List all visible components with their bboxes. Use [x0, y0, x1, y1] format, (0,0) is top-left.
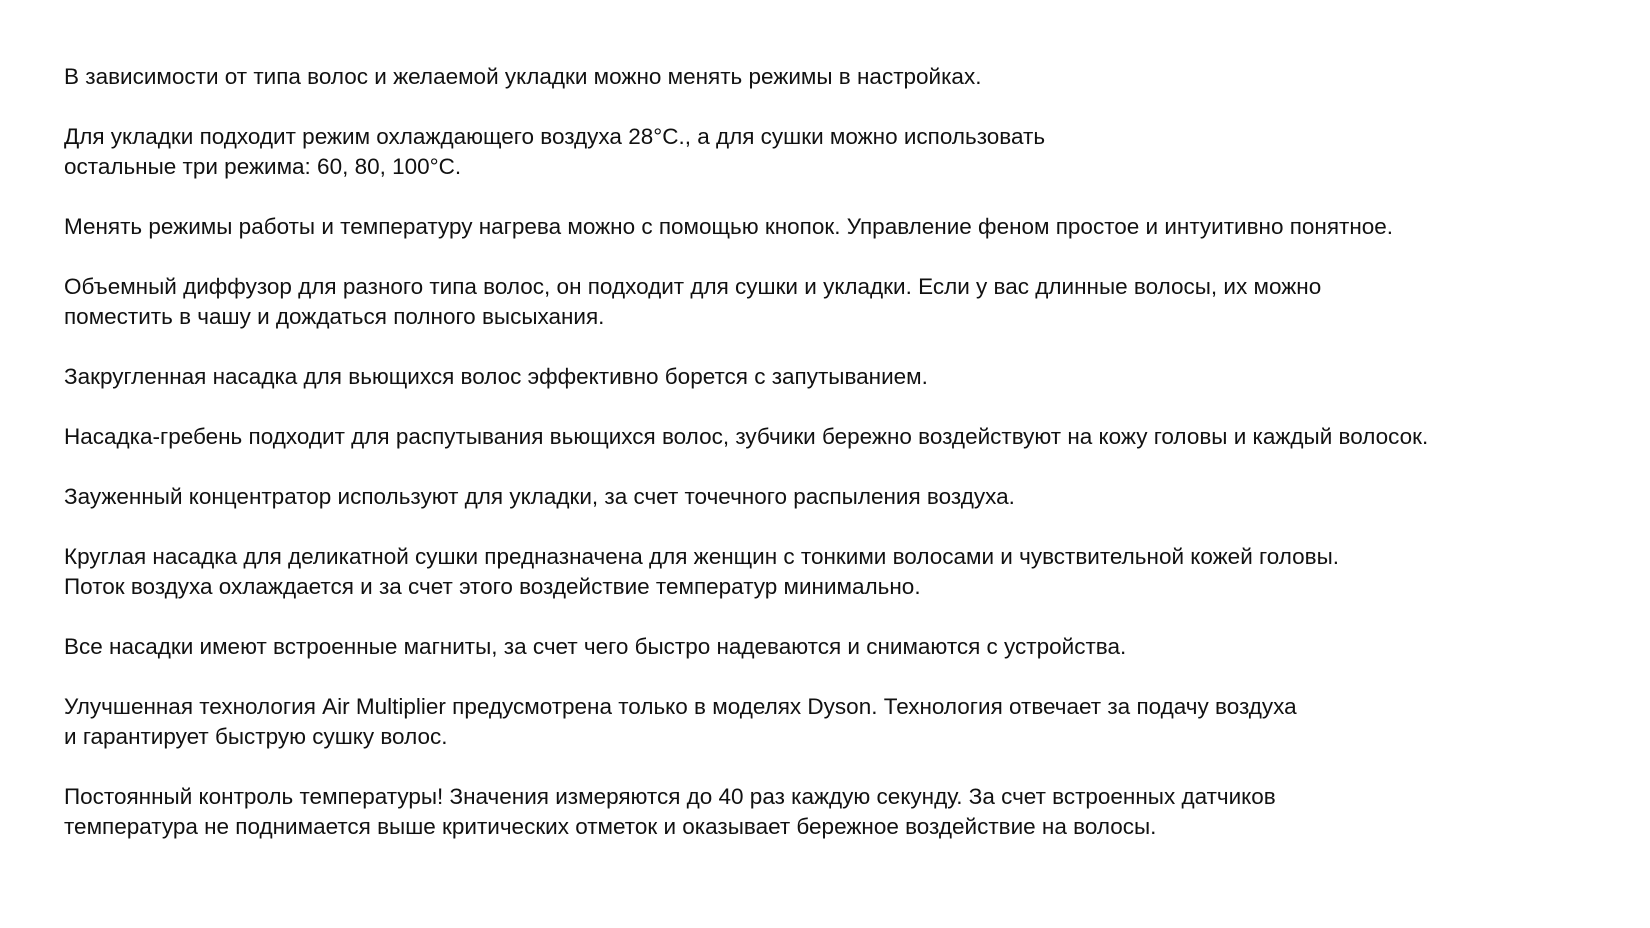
- paragraph-line: температура не поднимается выше критических отметок и оказывает бережное воздействие на волосы.: [64, 814, 1157, 839]
- paragraph-line: Поток воздуха охлаждается и за счет этого воздействие температур минимально.: [64, 574, 921, 599]
- paragraph-line: поместить в чашу и дождаться полного высыхания.: [64, 304, 605, 329]
- document-body: [64, 62, 1644, 872]
- paragraph-controls: [64, 212, 1644, 242]
- paragraph-line: Закругленная насадка для вьющихся волос эффективно борется с запутыванием.: [64, 364, 928, 389]
- paragraph-line: остальные три режима: 60, 80, 100°С.: [64, 154, 462, 179]
- paragraph-line: В зависимости от типа волос и желаемой укладки можно менять режимы в настройках.: [64, 64, 982, 89]
- paragraph-line: Все насадки имеют встроенные магниты, за счет чего быстро надеваются и снимаются с устройства.: [64, 634, 1127, 659]
- paragraph-curly-attachment: [64, 362, 1644, 392]
- paragraph-line: Улучшенная технология Air Multiplier предусмотрена только в моделях Dyson. Технология отвечает за подачу воздуха: [64, 694, 1297, 719]
- paragraph-line: Менять режимы работы и температуру нагрева можно с помощью кнопок. Управление феном простое и интуитивно понятное.: [64, 214, 1394, 239]
- paragraph-modes: [64, 62, 1644, 92]
- paragraph-comb-attachment: [64, 422, 1644, 452]
- paragraph-diffuser: [64, 272, 1644, 332]
- paragraph-concentrator: [64, 482, 1644, 512]
- paragraph-line: Зауженный концентратор используют для укладки, за счет точечного распыления воздуха.: [64, 484, 1015, 509]
- paragraph-line: Постоянный контроль температуры! Значения измеряются до 40 раз каждую секунду. За счет встроенных датчиков: [64, 784, 1276, 809]
- paragraph-line: Насадка-гребень подходит для распутывания вьющихся волос, зубчики бережно воздействуют на кожу головы и каждый волосок.: [64, 424, 1429, 449]
- paragraph-air-multiplier: [64, 692, 1644, 752]
- paragraph-gentle-dryer: [64, 542, 1644, 602]
- paragraph-temperatures: [64, 122, 1644, 182]
- paragraph-line: и гарантирует быструю сушку волос.: [64, 724, 448, 749]
- paragraph-magnets: [64, 632, 1644, 662]
- paragraph-line: Для укладки подходит режим охлаждающего воздуха 28°С., а для сушки можно использовать: [64, 124, 1046, 149]
- paragraph-temperature-control: [64, 782, 1644, 842]
- paragraph-line: Объемный диффузор для разного типа волос, он подходит для сушки и укладки. Если у вас длинные волосы, их можно: [64, 274, 1322, 299]
- paragraph-line: Круглая насадка для деликатной сушки предназначена для женщин с тонкими волосами и чувствительной кожей головы.: [64, 544, 1340, 569]
